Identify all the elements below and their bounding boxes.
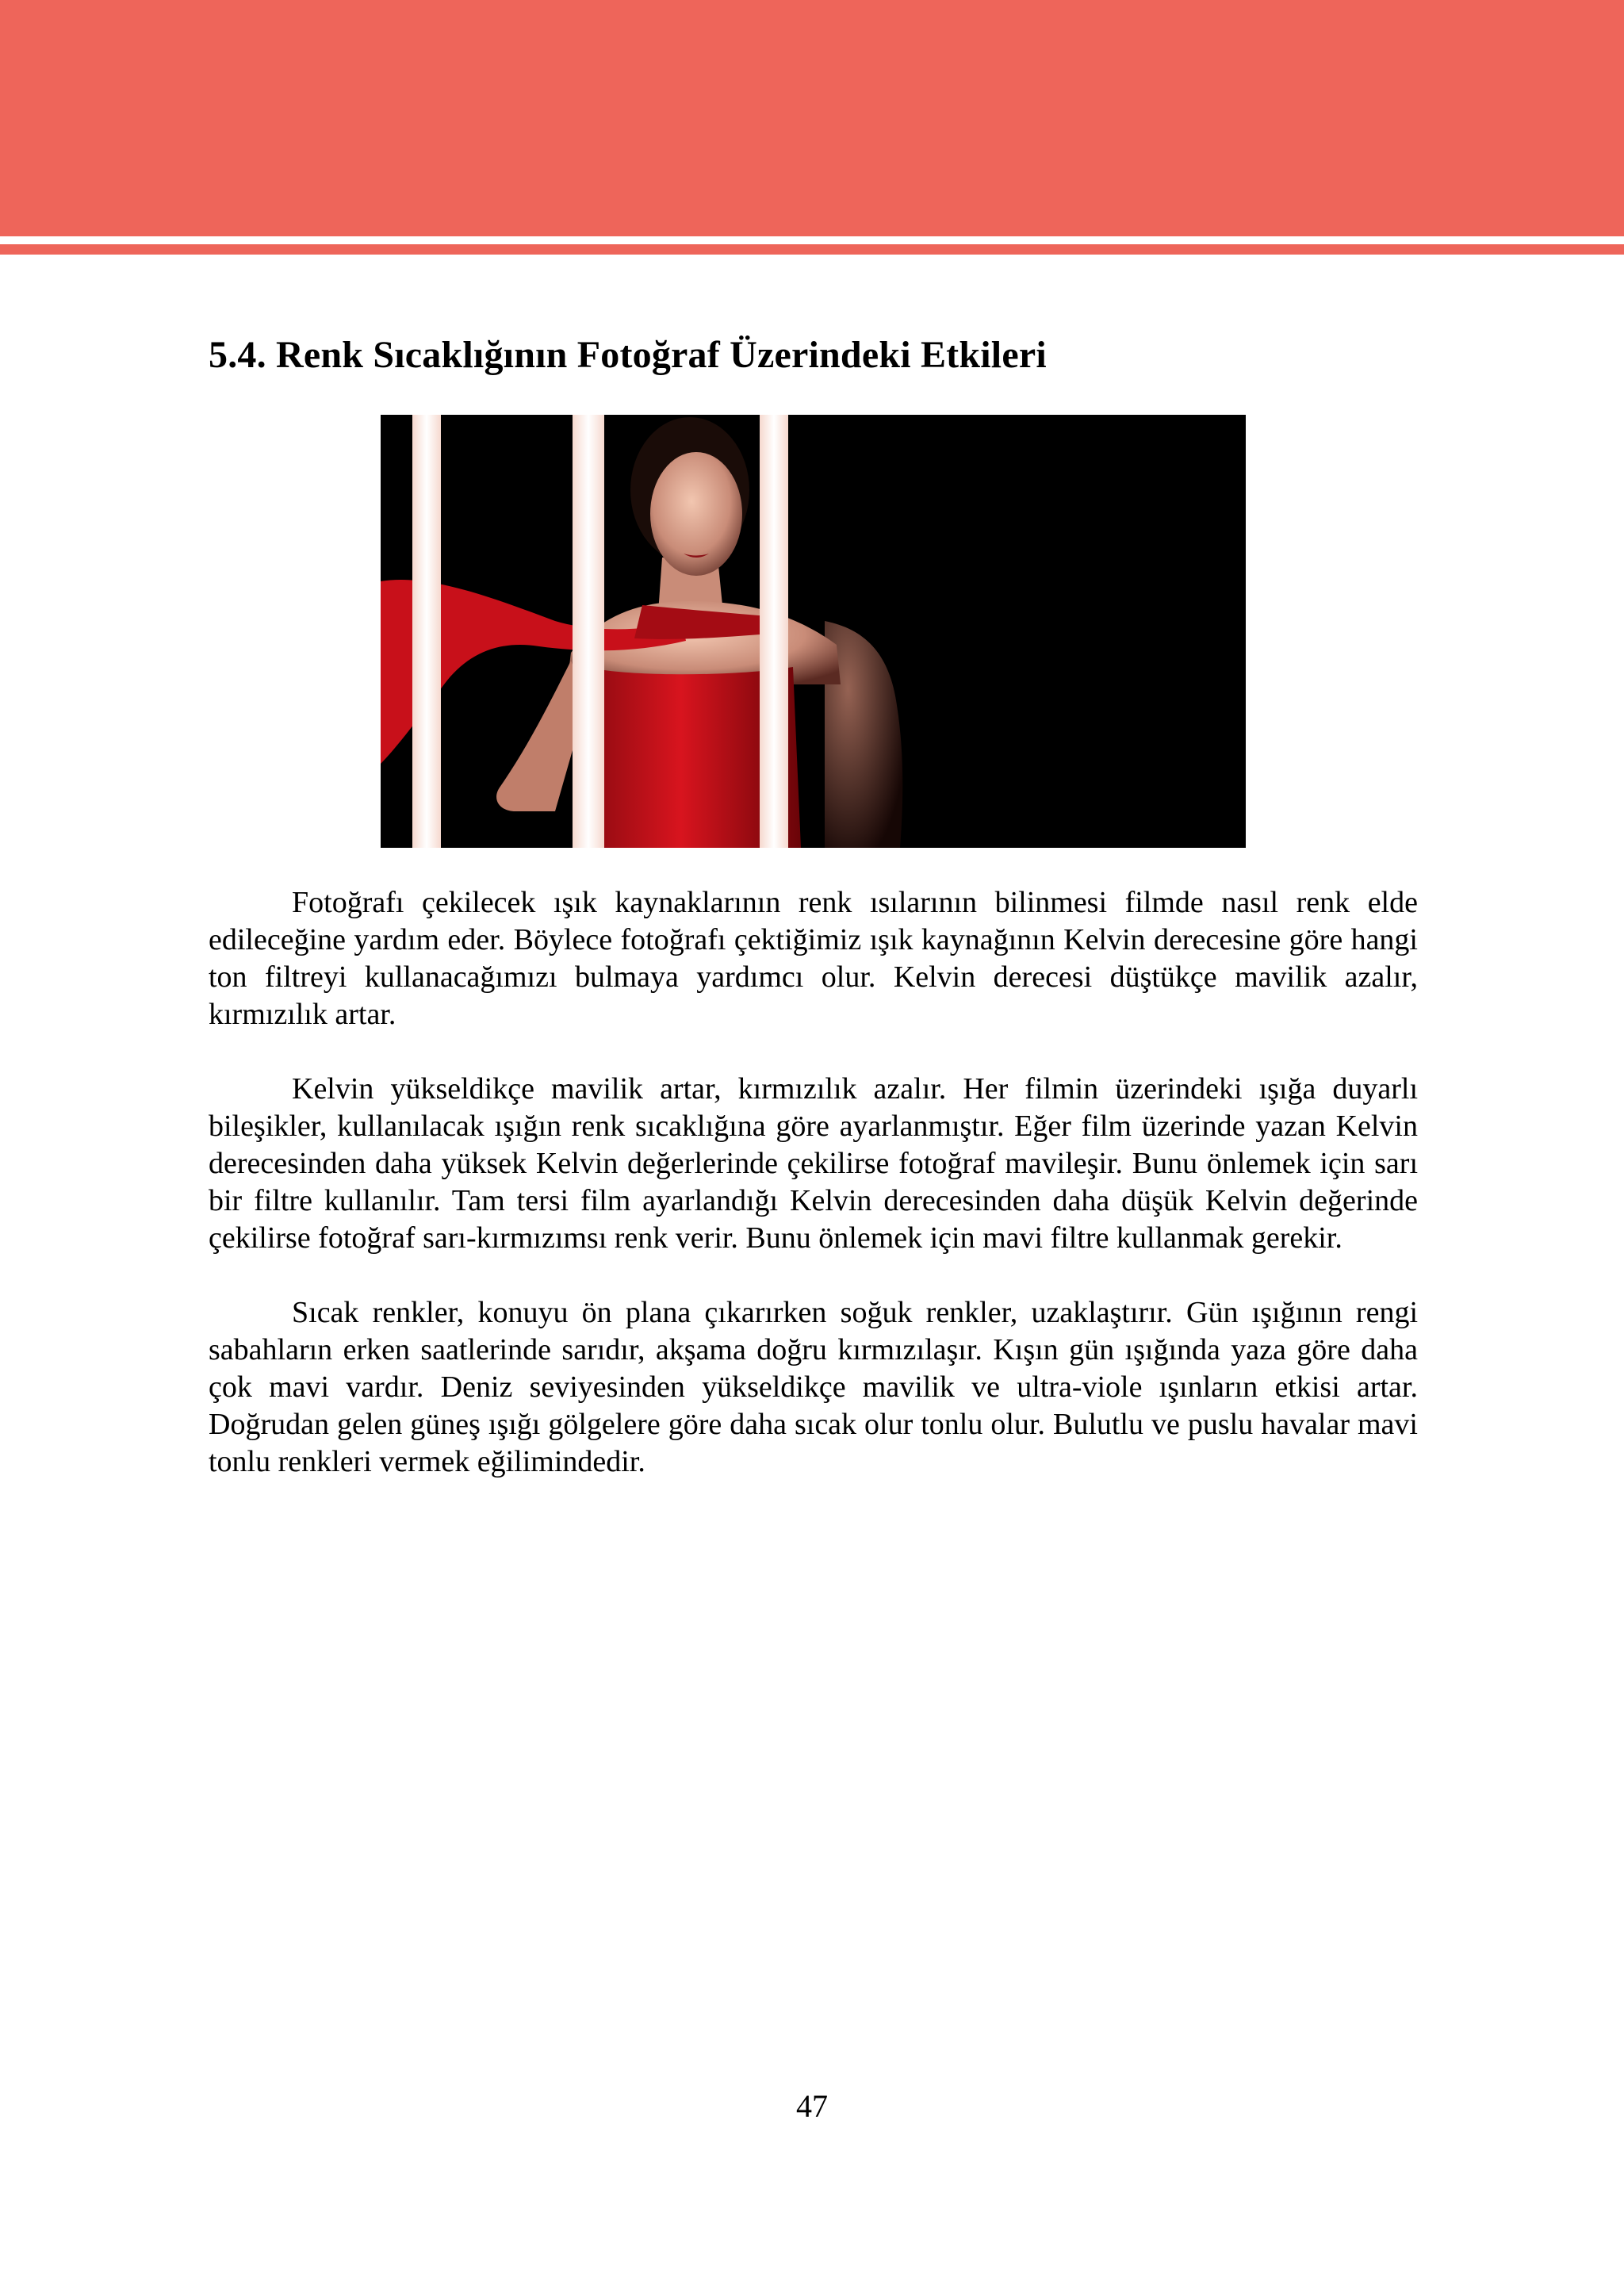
section-title: 5.4. Renk Sıcaklığının Fotoğraf Üzerindeki Etkileri <box>209 334 1047 376</box>
photo-woman-red-dress-light-bars <box>381 415 1246 848</box>
paragraph-3: Sıcak renkler, konuyu ön plana çıkarırken soğuk renkler, uzaklaştırır. Gün ışığının rengi sabahların erken saatlerinde sarıdır, akşama doğru kırmızılaşır. Kışın gün ışığında yaza göre daha çok mavi vardır. Deniz seviyesinden yükseldikçe mavilik ve ultra-viole ışınların etkisi artar. Doğrudan gelen güneş ışığı gölgelere göre daha sıcak olur tonlu olur. Bulutlu ve puslu havalar mavi tonlu renkleri vermek eğilimindedir. <box>209 1296 1418 1478</box>
photo-light-bar <box>573 415 604 848</box>
header-rule <box>0 244 1624 255</box>
page-number: 47 <box>796 2088 828 2124</box>
paragraph-2: Kelvin yükseldikçe mavilik artar, kırmızılık azalır. Her filmin üzerindeki ışığa duyarlı bileşikler, kullanılacak ışığın renk sıcaklığına göre ayarlanmıştır. Eğer film üzerinde yazan Kelvin derecesinden daha yüksek Kelvin değerlerinde çekilirse fotoğraf mavileşir. Bunu önlemek için sarı bir filtre kullanılır. Tam tersi film ayarlandığı Kelvin derecesinden daha düşük Kelvin değerinde çekilirse fotoğraf sarı-kırmızımsı renk verir. Bunu önlemek için mavi filtre kullanmak gerekir. <box>209 1072 1418 1255</box>
paragraph-1: Fotoğrafı çekilecek ışık kaynaklarının renk ısılarının bilinmesi filmde nasıl renk elde edileceğine yardım eder. Böylece fotoğrafı çektiğimiz ışık kaynağının Kelvin derecesine göre hangi ton filtreyi kullanacağımızı bulmaya yardımcı olur. Kelvin derecesi düştükçe mavilik azalır, kırmızılık artar. <box>209 886 1418 1031</box>
body-text <box>209 884 1418 1518</box>
photo-light-bar <box>760 415 788 848</box>
header-band <box>0 0 1624 236</box>
photo-light-bar <box>412 415 441 848</box>
